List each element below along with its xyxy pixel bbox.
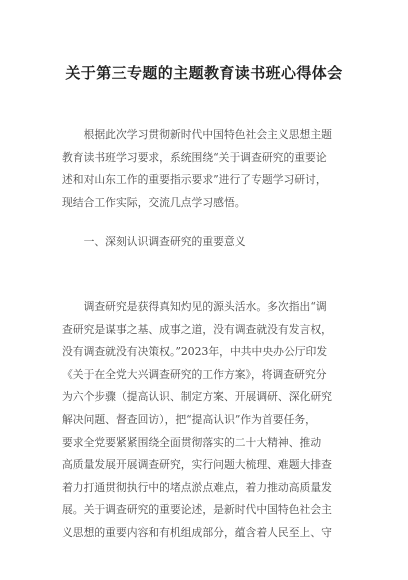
text-line: 教育读书班学习要求，系统围绕“关于调查研究的重要论 [62,150,327,164]
text-line: 解决问题、督查回访），把“提高认识”作为首要任务， [62,412,316,426]
text-line: 义思想的重要内容和有机组成部分，蕴含着人民至上、守 [62,525,332,539]
section-heading-text: 一、深刻认识调查研究的重要意义 [62,235,246,248]
text-line: 根据此次学习贯彻新时代中国特色社会主义思想主题 [62,128,332,141]
text-line: 现结合工作实际，交流几点学习感悟。 [62,195,246,209]
text-line: 调查研究是获得真知灼见的源头活水。多次指出“调 [62,300,327,313]
intro-paragraph [62,124,362,214]
text-line: 没有调查就没有决策权。”2023年，中共中央办公厅印发 [62,345,328,359]
text-line: 展。关于调查研究的重要论述，是新时代中国特色社会主 [62,503,332,517]
text-line: 要求全党要紧紧围绕全面贯彻落实的二十大精神、推动 [62,435,322,449]
body-paragraph [62,296,362,545]
text-line: 高质量发展开展调查研究，实行问题大梳理、难题大排查 [62,458,332,472]
text-line: 着力打通贯彻执行中的堵点淤点难点，着力推动高质量发 [62,480,332,494]
text-line: 述和对山东工作的重要指示要求”进行了专题学习研讨， [62,173,327,187]
section-heading [62,231,362,254]
document-title: 关于第三专题的主题教育读书班心得体会 [65,64,343,82]
text-line: 《关于在全党大兴调查研究的工作方案》，将调查研究分 [62,367,327,381]
text-line: 查研究是谋事之基、成事之道，没有调查就没有发言权， [62,322,332,336]
text-line: 为六个步骤（提高认识、制定方案、开展调研、深化研究 [62,390,332,404]
